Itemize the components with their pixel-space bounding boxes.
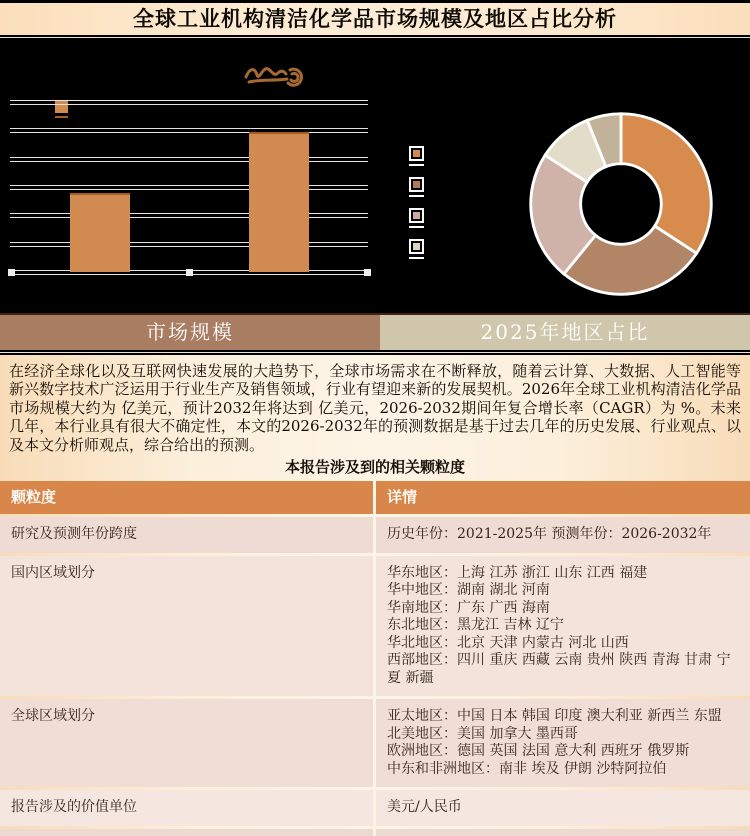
row-label: 国内区域划分 bbox=[0, 556, 373, 697]
pie-legend-item bbox=[409, 208, 424, 228]
table-row bbox=[0, 556, 750, 697]
pie-legend-swatch bbox=[409, 239, 424, 254]
bar-legend-underline bbox=[55, 116, 68, 118]
row-detail: 华东地区：上海 江苏 浙江 山东 江西 福建 华中地区：湖南 湖北 河南 华南地区：广东 广西 海南 东北地区：黑龙江 吉林 辽宁 华北地区：北京 天津 内蒙古 河北 山西 西部地区：四川 重庆 西藏 云南 贵州 陕西 青海 甘肃 宁夏 新疆 bbox=[376, 556, 750, 697]
axis-tick bbox=[186, 269, 193, 276]
row-detail: 美元/人民币 bbox=[376, 790, 750, 826]
banner-market-size: 市场规模 bbox=[0, 315, 380, 350]
pie-legend-underline bbox=[409, 226, 424, 228]
banner-row bbox=[0, 315, 750, 350]
pie-legend bbox=[409, 146, 424, 270]
table-header-row bbox=[0, 481, 750, 514]
table-row bbox=[0, 517, 750, 553]
chart-section bbox=[0, 40, 750, 313]
table-row-cutoff bbox=[0, 829, 750, 836]
column-header-detail: 详情 bbox=[376, 481, 750, 514]
pie-legend-item bbox=[409, 177, 424, 197]
banner-region-share: 2025年地区占比 bbox=[380, 315, 750, 350]
row-detail: 亚太地区：中国 日本 韩国 印度 澳大利亚 新西兰 东盟 北美地区：美国 加拿大 墨西哥 欧洲地区：德国 英国 法国 意大利 西班牙 俄罗斯 中东和非洲地区：南非 埃及 伊朗 沙特阿拉伯 bbox=[376, 699, 750, 787]
gridline bbox=[10, 242, 368, 247]
pie-legend-swatch-fill bbox=[413, 181, 420, 188]
axis-tick bbox=[364, 269, 371, 276]
axis-tick bbox=[8, 269, 15, 276]
bar bbox=[70, 193, 130, 272]
gridline bbox=[10, 128, 368, 133]
row-label: 全球区域划分 bbox=[0, 699, 373, 787]
pie-legend-item bbox=[409, 146, 424, 166]
row-label: 研究及预测年份跨度 bbox=[0, 517, 373, 553]
pie-legend-swatch-fill bbox=[413, 212, 420, 219]
intro-paragraph: 在经济全球化以及互联网快速发展的大趋势下，全球市场需求在不断释放，随着云计算、大数据、人工智能等新兴数字技术广泛运用于行业生产及销售领域，行业有望迎来新的发展契机。2026年全球工业机构清洁化学品市场规模大约为 亿美元，预计2032年将达到 亿美元，2026-2032期间年复合增长率（CAGR）为 %。未来几年，本行业具有很大不确定性，本文的2026-2032年的预测数据是基于过去几年的历史发展、行业观点、以及本文分析师观点，综合给出的预测。 bbox=[9, 362, 741, 454]
gridline bbox=[10, 100, 368, 105]
row-detail: 历史年份：2021-2025年 预测年份：2026-2032年 bbox=[376, 517, 750, 553]
pie-legend-underline bbox=[409, 257, 424, 259]
gridline bbox=[10, 213, 368, 218]
pie-legend-swatch bbox=[409, 208, 424, 223]
table-row bbox=[0, 790, 750, 826]
pie-legend-swatch bbox=[409, 146, 424, 161]
donut-chart bbox=[525, 108, 717, 300]
table-heading: 本报告涉及到的相关颗粒度 bbox=[284, 458, 465, 477]
watermark-scribble-icon bbox=[243, 56, 307, 90]
bar bbox=[249, 132, 309, 272]
pie-legend-swatch-fill bbox=[413, 243, 420, 250]
title-bar bbox=[0, 0, 750, 35]
pie-legend-swatch-fill bbox=[413, 150, 420, 157]
page-title: 全球工业机构清洁化学品市场规模及地区占比分析 bbox=[133, 6, 617, 31]
table-row bbox=[0, 699, 750, 787]
pie-legend-swatch bbox=[409, 177, 424, 192]
pie-legend-underline bbox=[409, 195, 424, 197]
granularity-table bbox=[0, 481, 750, 836]
pie-legend-underline bbox=[409, 164, 424, 166]
report-body bbox=[0, 355, 750, 829]
gridline bbox=[10, 157, 368, 162]
column-header-granularity: 颗粒度 bbox=[0, 481, 373, 514]
gridline bbox=[10, 185, 368, 190]
row-label: 报告涉及的价值单位 bbox=[0, 790, 373, 826]
pie-legend-item bbox=[409, 239, 424, 259]
